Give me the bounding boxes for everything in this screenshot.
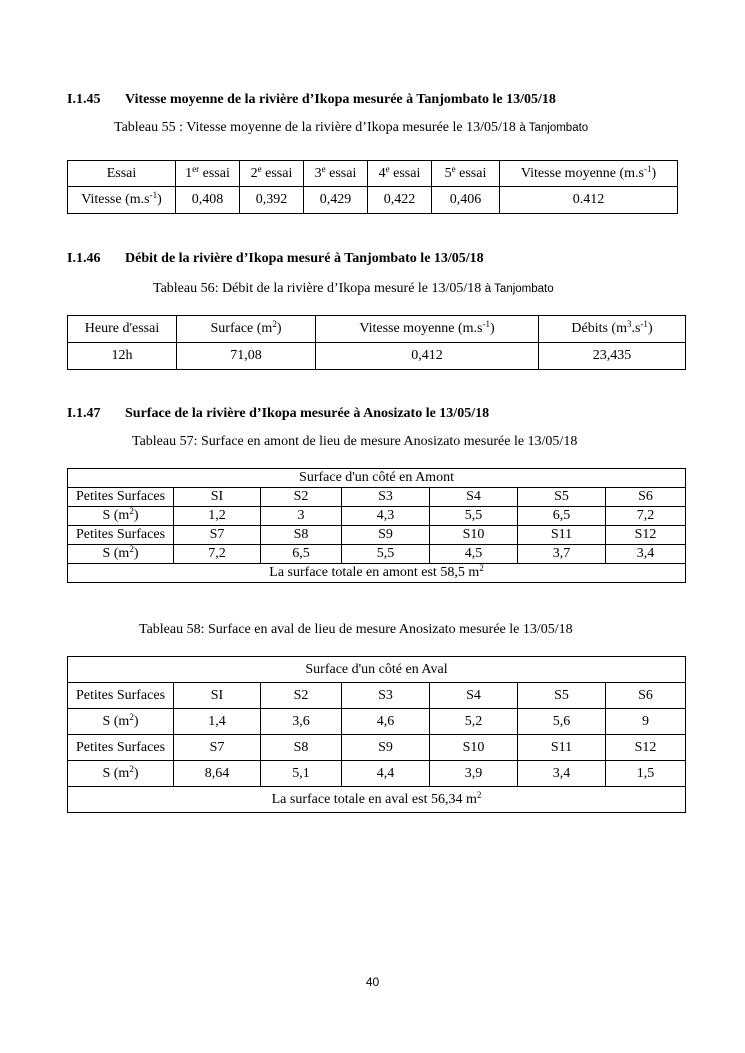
table-cell: 5,6 <box>518 709 606 735</box>
caption-text: Tableau 56: Débit de la rivière d’Ikopa mesuré le 13/05/18 <box>153 281 485 296</box>
table-cell: 3,6 <box>261 709 342 735</box>
table-row <box>68 709 686 735</box>
section-heading-147 <box>67 406 489 422</box>
row-label-vitesse: Vitesse $(m.s^{-1})$ <box>68 187 176 214</box>
table-cell: S6 <box>606 488 686 507</box>
table-cell: S7 <box>174 526 261 545</box>
table-cell: S2 <box>261 683 342 709</box>
table-cell: 9 <box>606 709 686 735</box>
table-row <box>68 187 678 214</box>
section-title: Surface de la rivière d’Ikopa mesurée à Anosizato le 13/05/18 <box>125 406 490 421</box>
table-cell: 3,4 <box>606 545 686 564</box>
row-label-petites-surfaces: Petites Surfaces <box>68 735 174 761</box>
table-cell: 1,2 <box>174 507 261 526</box>
section-heading-145 <box>67 92 556 108</box>
table-56 <box>67 315 686 370</box>
table-cell: 4,3 <box>342 507 430 526</box>
header-essai-3: 3e essai <box>304 161 368 187</box>
row-label-s: S $(m^2)$ <box>68 545 174 564</box>
table-cell: SI <box>174 488 261 507</box>
caption-location: à Tanjombato <box>519 122 589 134</box>
table-cell: 4,6 <box>342 709 430 735</box>
table-header-row <box>68 161 678 187</box>
table-cell: S10 <box>430 526 518 545</box>
table-cell: S3 <box>342 683 430 709</box>
table-58 <box>67 656 686 813</box>
table-cell: 0,422 <box>368 187 432 214</box>
header-essai-4: 4e essai <box>368 161 432 187</box>
table-cell: 23,435 <box>539 343 686 370</box>
table-cell: S12 <box>606 735 686 761</box>
table-cell: S8 <box>261 735 342 761</box>
section-heading-146 <box>67 251 484 267</box>
table-cell: 5,1 <box>261 761 342 787</box>
table-cell: S12 <box>606 526 686 545</box>
page-number: 40 <box>365 975 380 989</box>
table-row <box>68 488 686 507</box>
section-title: Débit de la rivière d’Ikopa mesuré à Tanjombato le 13/05/18 <box>125 251 484 266</box>
table-cell: 6,5 <box>261 545 342 564</box>
table-cell: S10 <box>430 735 518 761</box>
table-title-row <box>68 657 686 683</box>
table-55 <box>67 160 678 214</box>
table-title: Surface d'un côté en Amont <box>68 469 686 488</box>
table-cell: S4 <box>430 683 518 709</box>
table-cell: S7 <box>174 735 261 761</box>
table-cell: S5 <box>518 488 606 507</box>
table-cell: 7,2 <box>606 507 686 526</box>
table-cell: 8,64 <box>174 761 261 787</box>
row-label-petites-surfaces: Petites Surfaces <box>68 526 174 545</box>
row-label-petites-surfaces: Petites Surfaces <box>68 683 174 709</box>
table-cell: 5,5 <box>342 545 430 564</box>
table-cell: 5,2 <box>430 709 518 735</box>
table-cell: 0,429 <box>304 187 368 214</box>
table-row <box>68 507 686 526</box>
header-surface: Surface $(m^2)$ <box>177 316 316 343</box>
table-cell: 0,406 <box>432 187 500 214</box>
caption-text: Tableau 55 : Vitesse moyenne de la rivière d’Ikopa mesurée le 13/05/18 <box>114 120 520 135</box>
row-label-s: S $(m^2)$ <box>68 709 174 735</box>
table-caption-56 <box>153 281 554 297</box>
table-row <box>68 683 686 709</box>
table-cell: S4 <box>430 488 518 507</box>
table-cell: S11 <box>518 735 606 761</box>
section-number: I.1.47 <box>67 406 101 421</box>
header-heure: Heure d'essai <box>68 316 177 343</box>
table-cell: 7,2 <box>174 545 261 564</box>
table-cell: S11 <box>518 526 606 545</box>
row-label-petites-surfaces: Petites Surfaces <box>68 488 174 507</box>
table-header-row <box>68 316 686 343</box>
header-debits: Débits $(m^3.s^{-1})$ <box>539 316 686 343</box>
table-cell: 0,412 <box>316 343 539 370</box>
section-number: I.1.46 <box>67 251 101 266</box>
header-essai-5: 5e essai <box>432 161 500 187</box>
table-cell: 3 <box>261 507 342 526</box>
table-cell: 1,4 <box>174 709 261 735</box>
table-total: La surface totale en amont est 58,5 $m^2$ <box>68 564 686 583</box>
table-row <box>68 735 686 761</box>
table-row <box>68 545 686 564</box>
table-cell: 3,9 <box>430 761 518 787</box>
table-cell: S5 <box>518 683 606 709</box>
table-cell: 6,5 <box>518 507 606 526</box>
table-title: Surface d'un côté en Aval <box>68 657 686 683</box>
table-row <box>68 761 686 787</box>
table-cell: 3,7 <box>518 545 606 564</box>
table-cell: SI <box>174 683 261 709</box>
table-cell: S2 <box>261 488 342 507</box>
section-number: I.1.45 <box>67 92 101 107</box>
table-cell: 12h <box>68 343 177 370</box>
table-total: La surface totale en aval est 56,34 $m^2$ <box>68 787 686 813</box>
caption-text: Tableau 57: Surface en amont de lieu de mesure Anosizato mesurée le 13/05/18 <box>132 434 578 449</box>
table-row <box>68 526 686 545</box>
table-cell: 0.412 <box>500 187 678 214</box>
table-cell: S6 <box>606 683 686 709</box>
table-caption-58 <box>139 622 573 638</box>
table-cell: S8 <box>261 526 342 545</box>
table-caption-57 <box>132 434 577 450</box>
header-essai: Essai <box>68 161 176 187</box>
table-cell: S3 <box>342 488 430 507</box>
table-cell: 71,08 <box>177 343 316 370</box>
table-total-row <box>68 787 686 813</box>
caption-location: à Tanjombato <box>484 283 554 295</box>
table-cell: 5,5 <box>430 507 518 526</box>
table-cell: 1,5 <box>606 761 686 787</box>
header-vitesse-moyenne: Vitesse moyenne $(m.s^{-1})$ <box>316 316 539 343</box>
table-57 <box>67 468 686 583</box>
table-cell: 0,392 <box>240 187 304 214</box>
table-caption-55 <box>114 120 588 136</box>
table-total-row <box>68 564 686 583</box>
table-cell: S9 <box>342 735 430 761</box>
header-essai-2: 2e essai <box>240 161 304 187</box>
table-title-row <box>68 469 686 488</box>
row-label-s: S $(m^2)$ <box>68 761 174 787</box>
caption-text: Tableau 58: Surface en aval de lieu de mesure Anosizato mesurée le 13/05/18 <box>139 622 573 637</box>
table-row <box>68 343 686 370</box>
section-title: Vitesse moyenne de la rivière d’Ikopa mesurée à Tanjombato le 13/05/18 <box>125 92 556 107</box>
table-cell: S9 <box>342 526 430 545</box>
table-cell: 3,4 <box>518 761 606 787</box>
row-label-s: S $(m^2)$ <box>68 507 174 526</box>
table-cell: 0,408 <box>176 187 240 214</box>
header-essai-1: 1er essai <box>176 161 240 187</box>
table-cell: 4,5 <box>430 545 518 564</box>
header-vitesse-moyenne: Vitesse moyenne $(m.s^{-1})$ <box>500 161 678 187</box>
table-cell: 4,4 <box>342 761 430 787</box>
